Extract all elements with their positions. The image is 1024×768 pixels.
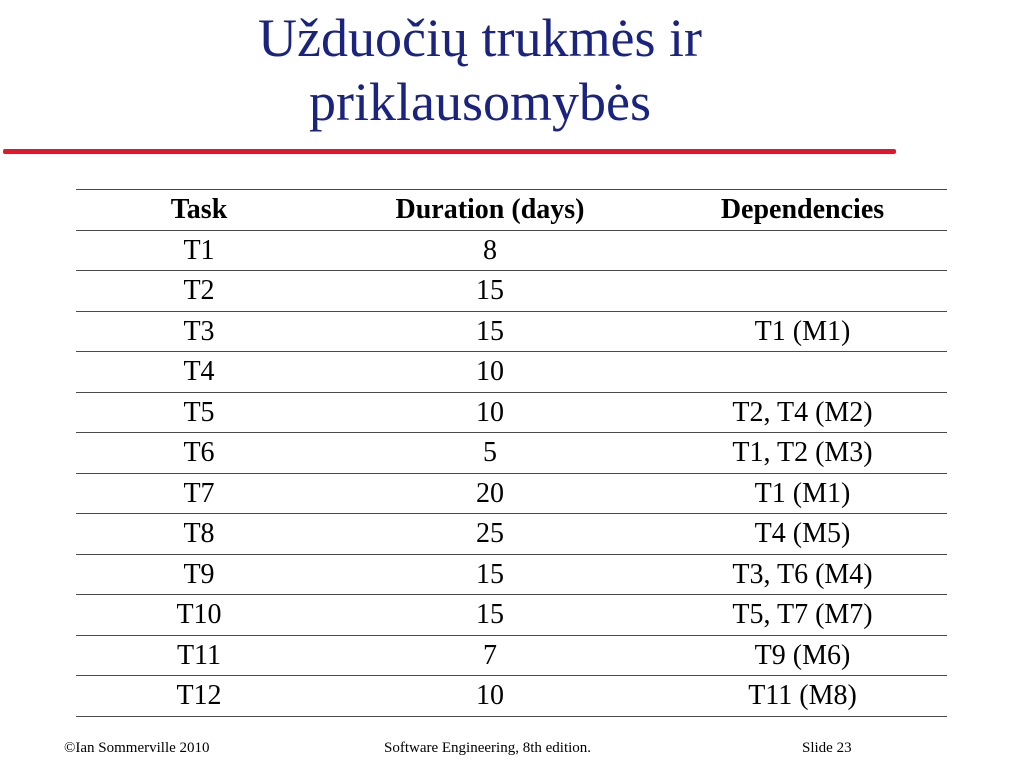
table-row (76, 311, 947, 352)
table-row (76, 473, 947, 514)
footer-slide-number: Slide 23 (802, 740, 852, 756)
duration-cell: 15 (322, 595, 658, 636)
duration-cell: 10 (322, 392, 658, 433)
title-divider (3, 149, 896, 154)
dependencies-cell: T9 (M6) (658, 635, 947, 676)
dependencies-cell: T2, T4 (M2) (658, 392, 947, 433)
header-task: Task (76, 190, 322, 231)
duration-cell: 7 (322, 635, 658, 676)
duration-cell: 10 (322, 352, 658, 393)
task-cell: T2 (76, 271, 322, 312)
task-cell: T8 (76, 514, 322, 555)
task-table (76, 189, 947, 717)
duration-cell: 15 (322, 554, 658, 595)
duration-cell: 15 (322, 271, 658, 312)
table-row (76, 392, 947, 433)
table-row (76, 514, 947, 555)
table-row (76, 676, 947, 717)
dependencies-cell: T1 (M1) (658, 311, 947, 352)
table-row (76, 271, 947, 312)
dependencies-cell (658, 271, 947, 312)
table-row (76, 554, 947, 595)
table-row (76, 635, 947, 676)
duration-cell: 15 (322, 311, 658, 352)
dependencies-cell: T4 (M5) (658, 514, 947, 555)
table-header-row (76, 190, 947, 231)
task-cell: T10 (76, 595, 322, 636)
task-cell: T4 (76, 352, 322, 393)
duration-cell: 25 (322, 514, 658, 555)
slide-title (0, 6, 960, 134)
table-row (76, 433, 947, 474)
task-cell: T11 (76, 635, 322, 676)
header-dependencies: Dependencies (658, 190, 947, 231)
task-cell: T6 (76, 433, 322, 474)
dependencies-cell: T5, T7 (M7) (658, 595, 947, 636)
dependencies-cell: T1 (M1) (658, 473, 947, 514)
dependencies-cell (658, 352, 947, 393)
duration-cell: 5 (322, 433, 658, 474)
task-cell: T3 (76, 311, 322, 352)
duration-cell: 20 (322, 473, 658, 514)
task-cell: T9 (76, 554, 322, 595)
header-duration: Duration (days) (322, 190, 658, 231)
dependencies-cell: T1, T2 (M3) (658, 433, 947, 474)
task-cell: T1 (76, 230, 322, 271)
dependencies-cell: T3, T6 (M4) (658, 554, 947, 595)
duration-cell: 10 (322, 676, 658, 717)
table-row (76, 352, 947, 393)
footer-book-title: Software Engineering, 8th edition. (384, 740, 592, 756)
dependencies-cell (658, 230, 947, 271)
dependencies-cell: T11 (M8) (658, 676, 947, 717)
task-cell: T5 (76, 392, 322, 433)
footer-copyright: ©Ian Sommerville 2010 (64, 740, 210, 756)
table-row (76, 230, 947, 271)
task-cell: T12 (76, 676, 322, 717)
task-cell: T7 (76, 473, 322, 514)
duration-cell: 8 (322, 230, 658, 271)
slide-title-line-1: Užduočių trukmės ir (258, 8, 702, 68)
table-row (76, 595, 947, 636)
slide-title-line-2: priklausomybės (309, 72, 651, 132)
